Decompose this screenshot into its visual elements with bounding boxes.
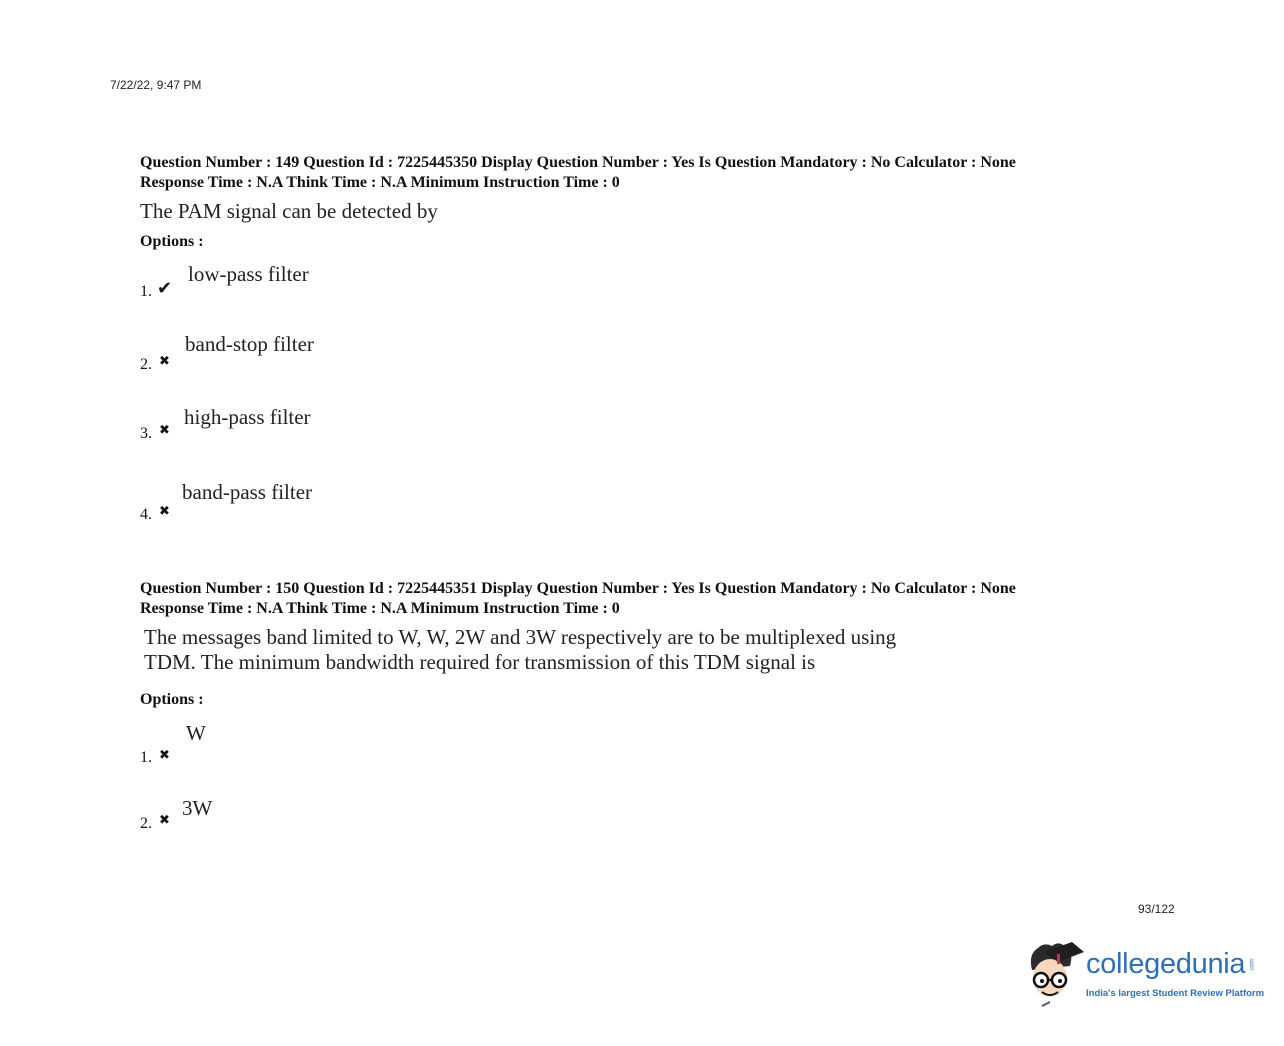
cross-icon: ✖ [159,503,170,518]
logo-wordmark: collegedunia [1086,948,1246,980]
mascot-icon [1024,940,1086,1010]
option-number: 2. [140,356,152,373]
option-text: band-pass filter [182,480,313,504]
option-number: 4. [140,506,152,523]
print-timestamp: 7/22/22, 9:47 PM [110,78,202,92]
question-text-line1: The messages band limited to W, W, 2W and 3W respectively are to be multiplexed using [144,625,897,649]
option-text: low-pass filter [188,262,309,286]
option-number: 1. [140,749,152,766]
option-text: high-pass filter [184,405,311,429]
option-text: 3W [182,796,213,820]
check-icon: ✔ [157,278,173,298]
question-text: The PAM signal can be detected by [140,199,438,223]
collegedunia-logo [1024,940,1265,1010]
option-text: W [186,721,206,745]
question-150 [140,579,1140,709]
question-meta-line2: Response Time : N.A Think Time : N.A Minimum Instruction Time : 0 [140,600,620,617]
question-meta-line1: Question Number : 150 Question Id : 7225445351 Display Question Number : Yes Is Question Mandatory : No Calculator : None [140,580,1016,597]
options-label: Options : [140,233,204,250]
question-meta-line2: Response Time : N.A Think Time : N.A Minimum Instruction Time : 0 [140,174,620,191]
option-number: 3. [140,425,152,442]
cross-icon: ✖ [159,353,170,368]
option-number: 2. [140,815,152,832]
cross-icon: ✖ [159,422,170,437]
options-label: Options : [140,691,204,708]
question-meta-line1: Question Number : 149 Question Id : 7225445350 Display Question Number : Yes Is Question Mandatory : No Calculator : None [140,154,1016,171]
cross-icon: ✖ [159,812,170,827]
logo-tagline: India's largest Student Review Platform [1086,988,1265,999]
question-149 [140,153,1140,251]
cross-icon: ✖ [159,747,170,762]
logo-suffix: .com [1249,958,1256,972]
option-number: 1. [140,283,152,300]
page-number: 93/122 [1138,902,1175,916]
question-text-line2: TDM. The minimum bandwidth required for transmission of this TDM signal is [144,650,816,674]
option-text: band-stop filter [185,332,314,356]
